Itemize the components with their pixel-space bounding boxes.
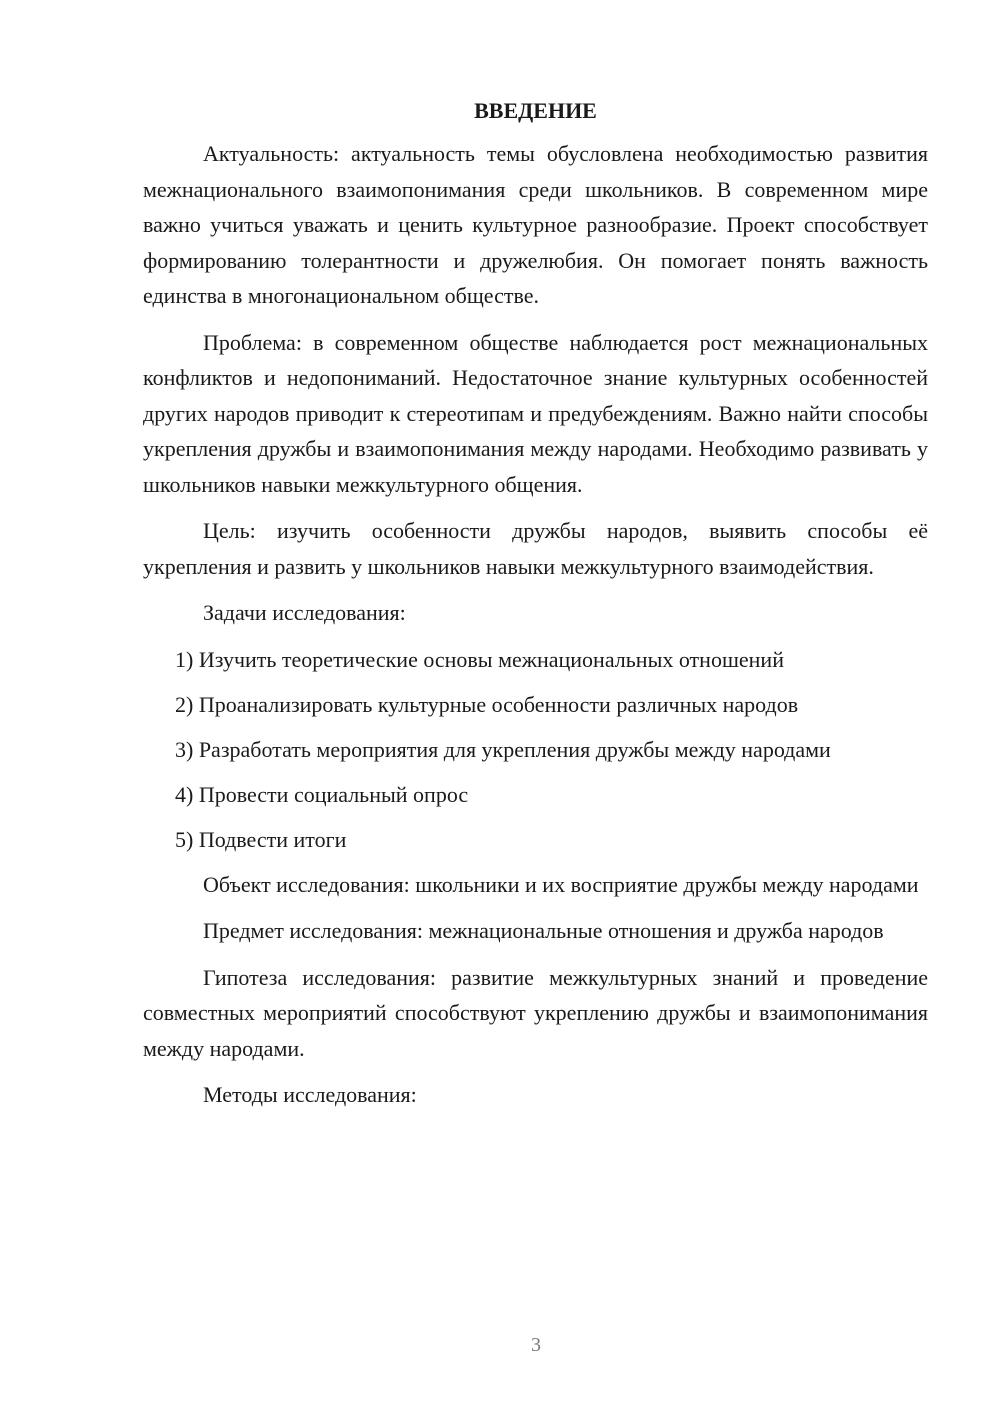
relevance-paragraph: Актуальность: актуальность темы обусловлена необходимостью развития межнационального взаимопонимания среди школьников. В современном мире важно учиться уважать и ценить культурное разнообразие. Проект способствует формированию толерантности и дружелюбия. Он помогает понять важность единства в многонациональном обществе. [143, 141, 928, 308]
page-title: ВВЕДЕНИЕ [474, 98, 597, 123]
task-item-1: 1) Изучить теоретические основы межнациональных отношений [175, 646, 784, 672]
tasks-heading: Задачи исследования: [203, 600, 406, 625]
object-paragraph: Объект исследования: школьники и их восприятие дружбы между народами [203, 871, 919, 897]
task-item-2: 2) Проанализировать культурные особенности различных народов [175, 691, 799, 717]
problem-paragraph: Проблема: в современном обществе наблюдается рост межнациональных конфликтов и недопониманий. Недостаточное знание культурных особенностей других народов приводит к стереотипам и предубеждениям. Важно найти способы укрепления дружбы и взаимопонимания между народами. Необходимо развивать у школьников навыки межкультурного общения. [143, 329, 928, 497]
task-item-4: 4) Провести социальный опрос [175, 781, 469, 807]
task-item-3: 3) Разработать мероприятия для укрепления дружбы между народами [175, 736, 831, 762]
subject-paragraph: Предмет исследования: межнациональные отношения и дружба народов [203, 918, 884, 943]
page-number: 3 [531, 1334, 541, 1356]
methods-heading: Методы исследования: [203, 1082, 417, 1107]
task-item-5: 5) Подвести итоги [175, 826, 347, 852]
goal-paragraph: Цель: изучить особенности дружбы народов, выявить способы её укрепления и развить у школьников навыки межкультурного взаимодействия. [143, 518, 928, 579]
hypothesis-paragraph: Гипотеза исследования: развитие межкультурных знаний и проведение совместных мероприятий способствуют укреплению дружбы и взаимопонимания между народами. [143, 964, 928, 1061]
document-page [143, 94, 928, 1124]
